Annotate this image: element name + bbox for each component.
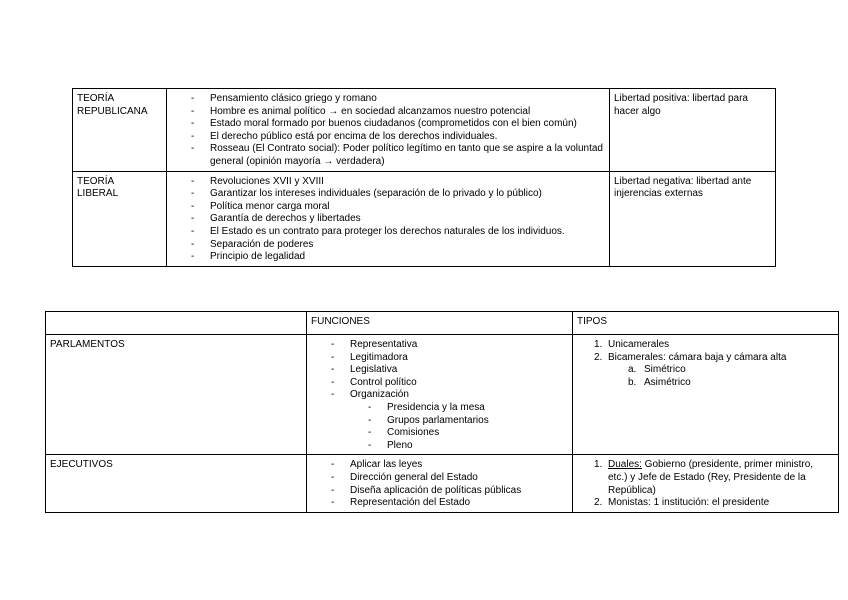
list-item-text: Asimétrico xyxy=(644,376,691,388)
list-item xyxy=(577,339,833,352)
table-row xyxy=(73,171,776,266)
theory-note: Libertad negativa: libertad ante injerencias externas xyxy=(610,171,776,266)
list-item: - Legislativa xyxy=(331,364,567,377)
list-marker: 1. xyxy=(594,459,603,471)
table-header-row xyxy=(46,312,839,335)
row-label-ejecutivos: EJECUTIVOS xyxy=(46,455,307,512)
theory-title: TEORÍA REPUBLICANA xyxy=(73,89,167,172)
list-item: - Aplicar las leyes xyxy=(331,459,567,472)
list-marker: 2. xyxy=(594,497,603,509)
list-item: - Presidencia y la mesa xyxy=(368,402,567,415)
list-item-text: Bicamerales: cámara baja y cámara alta xyxy=(608,351,787,363)
list-item: - Garantía de derechos y libertades xyxy=(191,213,604,226)
list-item: - Garantizar los intereses individuales (separación de lo privado y lo público) xyxy=(191,188,604,201)
tipos-parlamentos xyxy=(573,335,839,455)
theory-points xyxy=(167,171,610,266)
list-marker: b. xyxy=(628,376,637,388)
theory-note: Libertad positiva: libertad para hacer algo xyxy=(610,89,776,172)
list-item: - Representativa xyxy=(331,339,567,352)
list-item xyxy=(577,352,833,390)
list-item xyxy=(608,364,833,377)
list-item-text: Simétrico xyxy=(644,364,686,376)
row-label-parlamentos: PARLAMENTOS xyxy=(46,335,307,455)
list-item: - Dirección general del Estado xyxy=(331,472,567,485)
list-item xyxy=(577,497,833,510)
list-marker: 1. xyxy=(594,339,603,350)
tipos-ejecutivos xyxy=(573,455,839,512)
list-item: - Política menor carga moral xyxy=(191,201,604,214)
table-row xyxy=(46,335,839,455)
list-item xyxy=(608,377,833,390)
theory-points xyxy=(167,89,610,172)
sublist xyxy=(350,402,567,452)
list-item: - Representación del Estado xyxy=(331,497,567,510)
list-item: - Diseña aplicación de políticas públicas xyxy=(331,485,567,498)
header-tipos: TIPOS xyxy=(573,312,839,335)
list-marker: 2. xyxy=(594,351,603,363)
list-item: - Control político xyxy=(331,377,567,390)
list-item-text: Organización xyxy=(350,389,409,401)
list-item xyxy=(331,389,567,452)
list-item: - Hombre es animal político → en sociedad alcanzamos nuestro potencial xyxy=(191,106,604,119)
list-item-text: Monistas: 1 institución: el presidente xyxy=(608,497,770,509)
institutions-table xyxy=(45,311,839,513)
list-item: - Comisiones xyxy=(368,427,567,440)
list-item: - Rosseau (El Contrato social): Poder político legítimo en tanto que se aspire a la voluntad general (opinión mayoría → verdadera) xyxy=(191,143,604,168)
list-item-text: Unicamerales xyxy=(608,339,670,350)
header-empty xyxy=(46,312,307,335)
funciones-ejecutivos xyxy=(307,455,573,512)
list-item: - Revoluciones XVII y XVIII xyxy=(191,176,604,189)
theory-title: TEORÍA LIBERAL xyxy=(73,171,167,266)
list-item: - Principio de legalidad xyxy=(191,251,604,264)
list-marker: a. xyxy=(628,364,637,376)
list-item: - Grupos parlamentarios xyxy=(368,415,567,428)
header-funciones: FUNCIONES xyxy=(307,312,573,335)
list-item: - Pleno xyxy=(368,440,567,453)
theories-table xyxy=(72,88,776,267)
list-item: - Separación de poderes xyxy=(191,239,604,252)
sublist xyxy=(608,364,833,389)
list-item: - Pensamiento clásico griego y romano xyxy=(191,93,604,106)
list-item-lead: Duales: xyxy=(608,459,642,471)
table-row xyxy=(46,455,839,512)
list-item: - El Estado es un contrato para proteger los derechos naturales de los individuos. xyxy=(191,226,604,239)
table-row xyxy=(73,89,776,172)
list-item: - El derecho público está por encima de los derechos individuales. xyxy=(191,131,604,144)
list-item xyxy=(577,459,833,497)
funciones-parlamentos xyxy=(307,335,573,455)
list-item: - Legitimadora xyxy=(331,352,567,365)
list-item-text: Gobierno (presidente, primer ministro, etc.) y Jefe de Estado (Rey, Presidente de la República) xyxy=(608,459,814,496)
list-item: - Estado moral formado por buenos ciudadanos (comprometidos con el bien común) xyxy=(191,118,604,131)
